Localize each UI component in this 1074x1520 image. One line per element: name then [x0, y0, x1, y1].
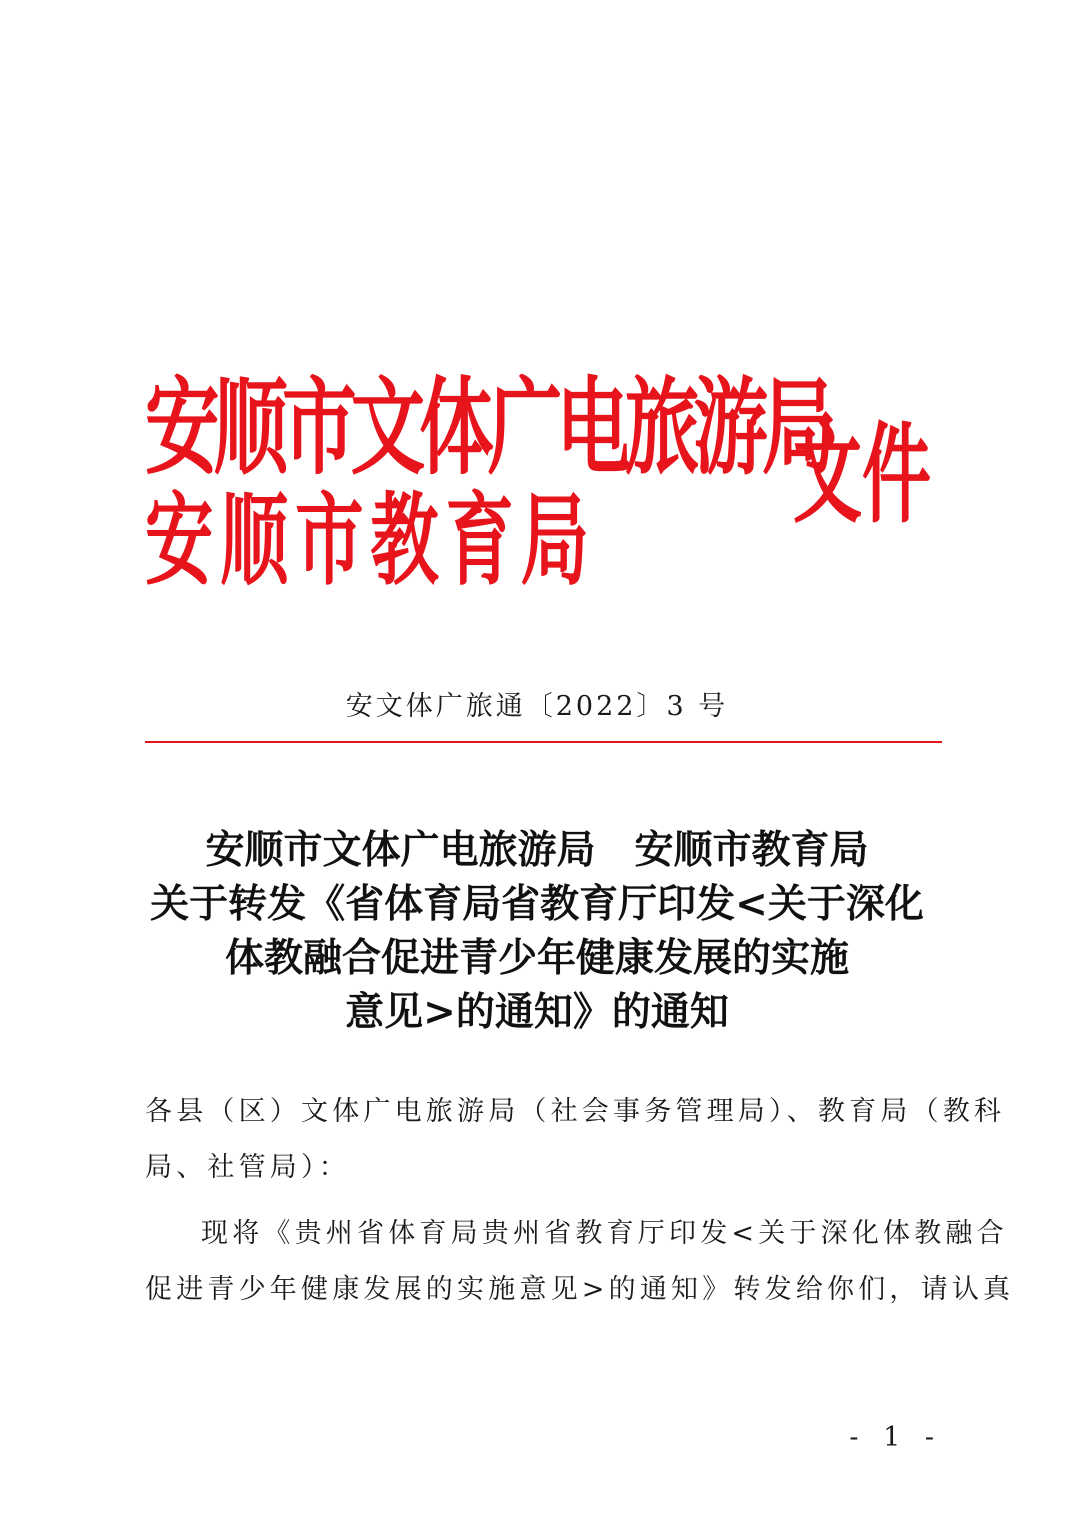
title-line-3: 体教融合促进青少年健康发展的实施 [224, 935, 849, 981]
body-line-4: 促进青少年健康发展的实施意见>的通知》转发给你们，请认真 [145, 1274, 1015, 1305]
title-line-2: 关于转发《省体育局省教育厅印发<关于深化 [150, 881, 924, 927]
body-line-3: 现将《贵州省体育局贵州省教育厅印发<关于深化体教融合 [201, 1218, 1008, 1249]
document-number: 安文体广旅通〔2022〕3 号 [345, 691, 729, 722]
body-line-1: 各县（区）文体广电旅游局（社会事务管理局）、教育局（教科 [145, 1096, 1006, 1127]
title-line-4: 意见>的通知》的通知 [345, 989, 729, 1035]
page-number: - 1 - [849, 1422, 942, 1453]
document-title [130, 823, 944, 1039]
title-line-1: 安顺市文体广电旅游局 安顺市教育局 [205, 827, 869, 873]
masthead-suffix: 文件 [793, 410, 931, 538]
red-divider [145, 741, 942, 743]
body-line-2: 局、社管局）： [145, 1152, 350, 1183]
masthead-line-1: 安顺市文体广电旅游局 [145, 365, 831, 490]
masthead-line-2: 安顺市教育局 [145, 481, 596, 599]
